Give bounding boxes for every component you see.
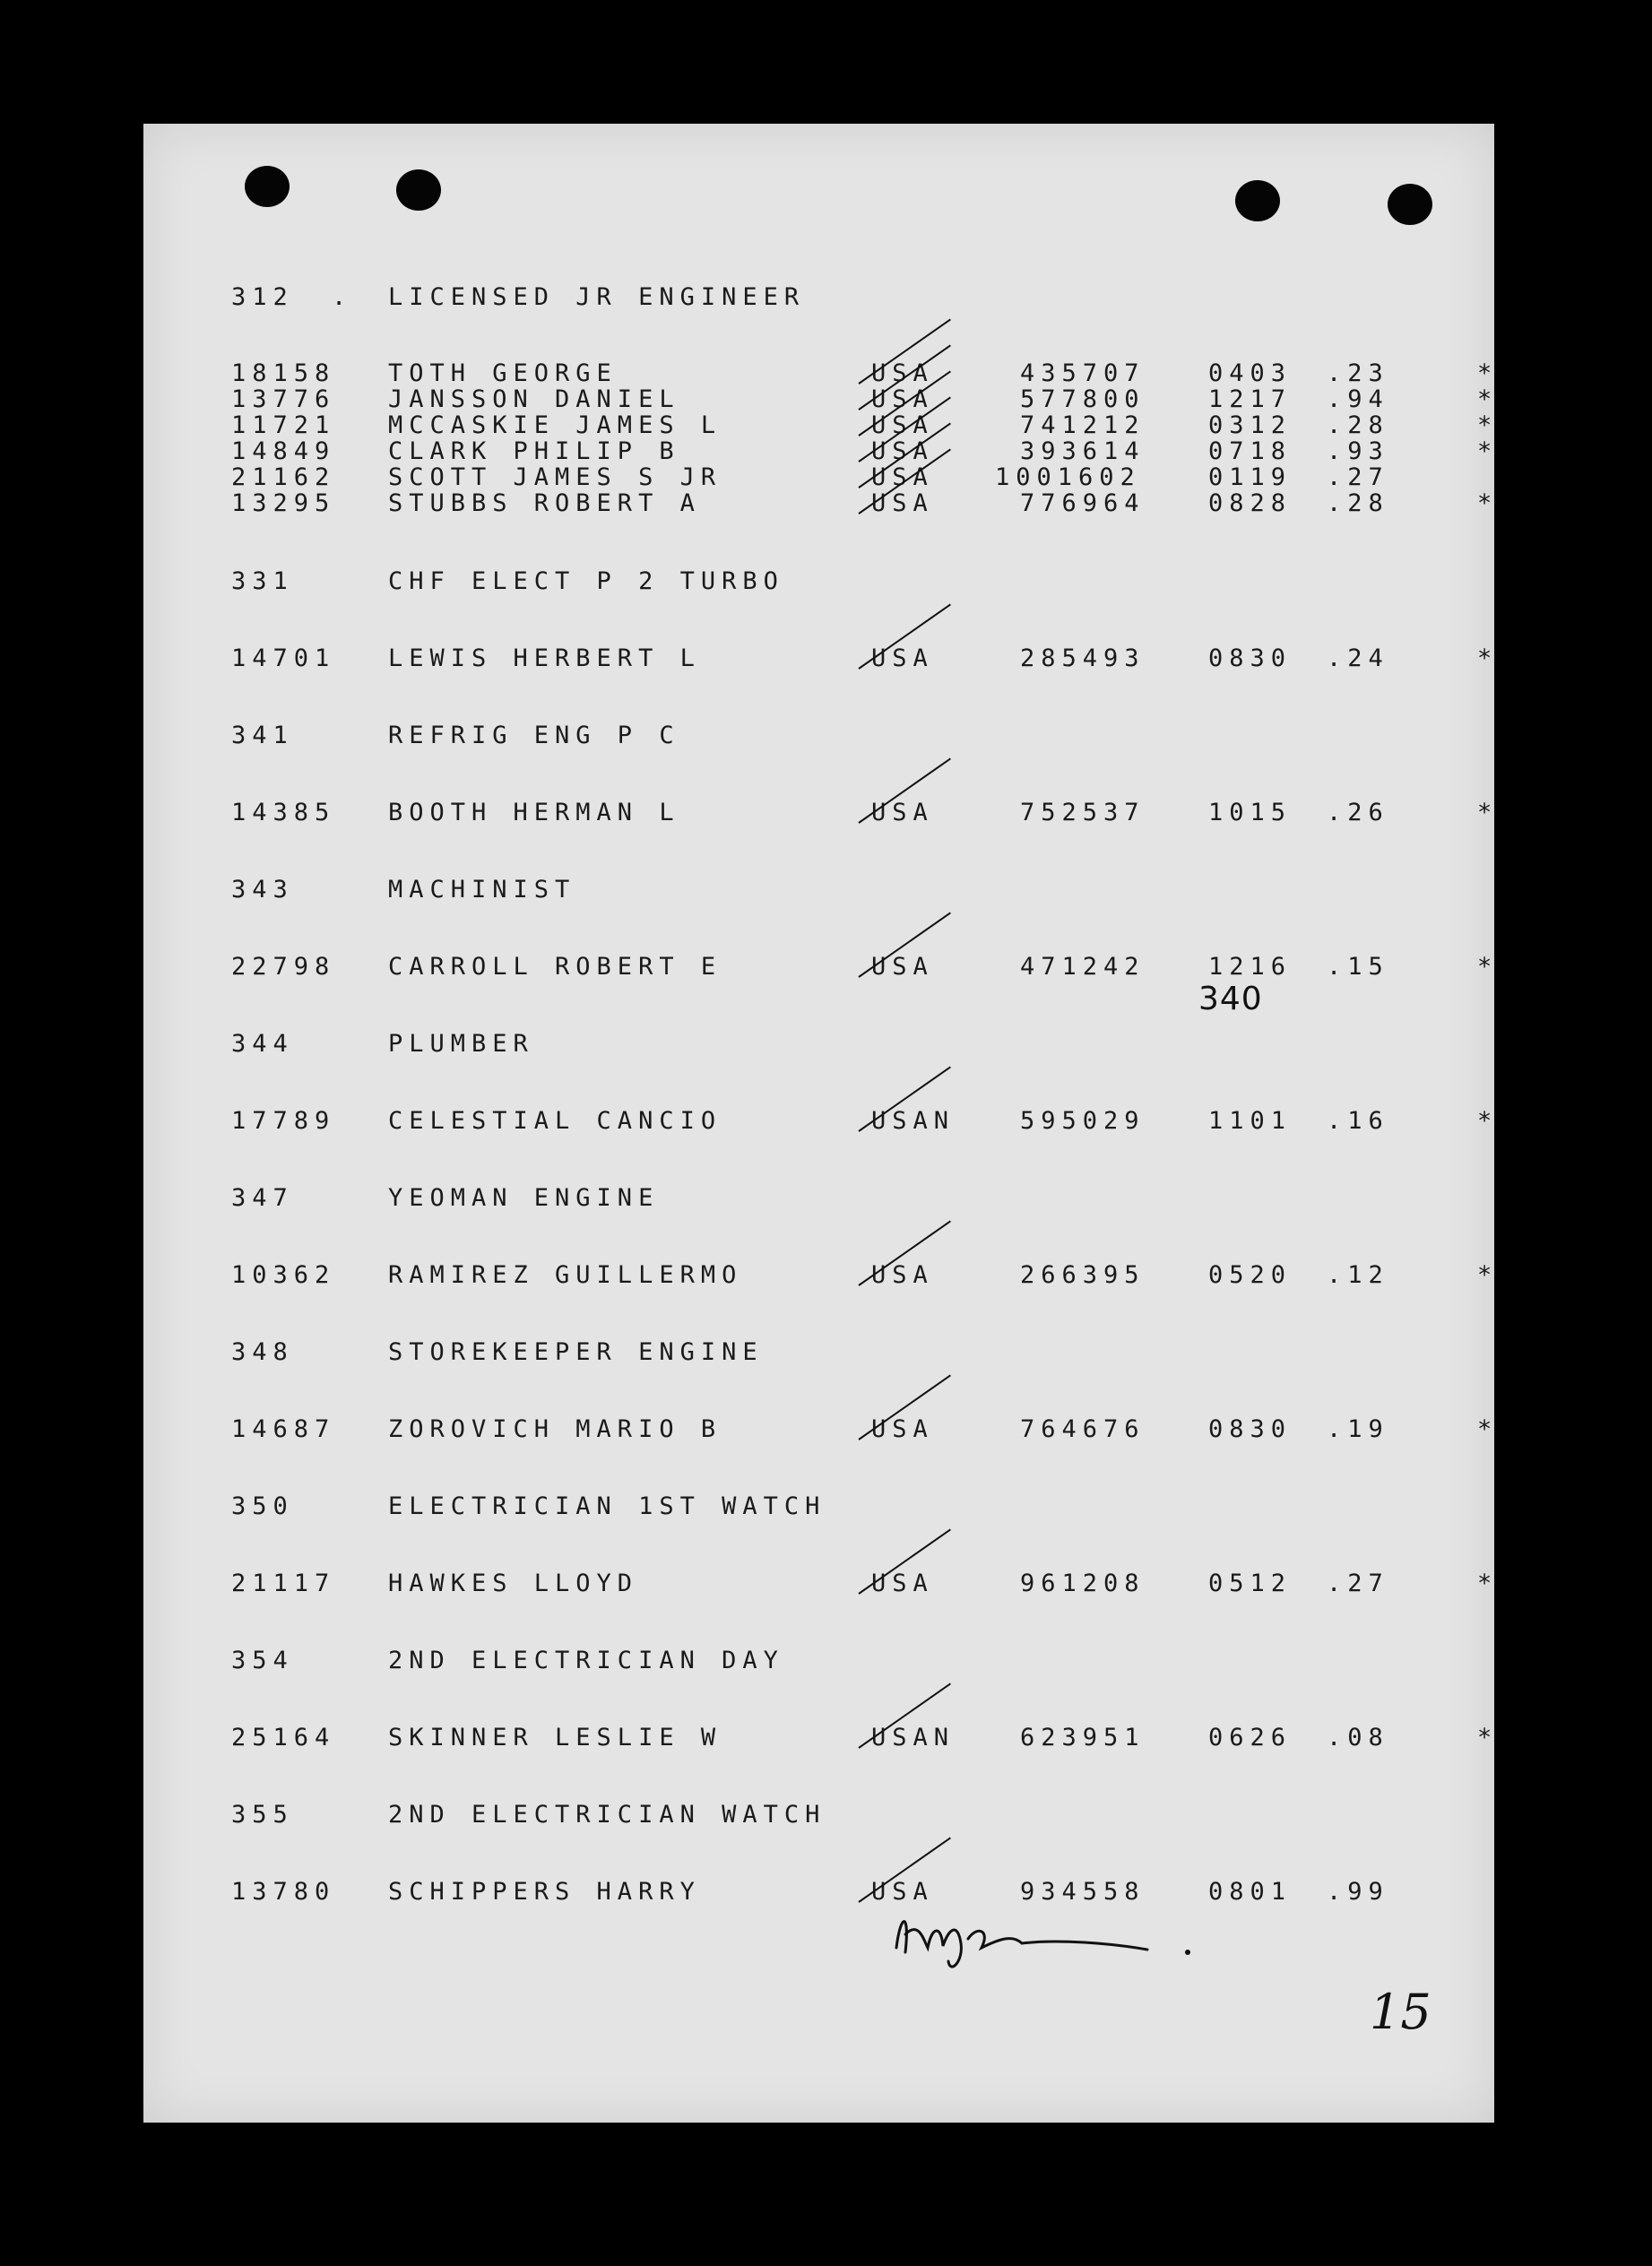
asterisk-mark: *: [1477, 1415, 1499, 1443]
punch-hole: [245, 166, 290, 207]
employee-name: TOTH GEORGE: [388, 359, 618, 387]
section-header: [231, 1030, 1458, 1066]
table-row: [231, 1570, 1499, 1605]
rate-value: .94: [1327, 385, 1389, 413]
nationality: USA: [871, 359, 934, 387]
date-code: 1015: [1208, 799, 1293, 826]
asterisk-mark: *: [1477, 385, 1499, 413]
section-title: 2ND ELECTRICIAN WATCH: [388, 1801, 826, 1829]
section-marker: .: [332, 283, 353, 311]
employee-name: STUBBS ROBERT A: [388, 489, 701, 517]
asterisk-mark: *: [1477, 1107, 1499, 1135]
rate-value: .26: [1327, 799, 1389, 826]
employee-name: HAWKES LLOYD: [388, 1570, 639, 1597]
section-code: 354: [231, 1647, 294, 1674]
section-code: 312: [231, 283, 294, 311]
section-code: 341: [231, 722, 294, 749]
section-code: 355: [231, 1801, 294, 1829]
asterisk-mark: *: [1477, 799, 1499, 826]
section-code: 331: [231, 567, 294, 595]
asterisk-mark: *: [1477, 411, 1499, 439]
date-code: 0830: [1208, 1415, 1293, 1443]
employee-id: 17789: [231, 1107, 336, 1135]
nationality: USA: [871, 1878, 934, 1906]
signature: [878, 1885, 1255, 1984]
asterisk-mark: *: [1477, 489, 1499, 517]
rate-value: .15: [1327, 953, 1389, 981]
nationality: USA: [871, 1570, 934, 1597]
table-row: [231, 1878, 1458, 1914]
employee-id: 14385: [231, 799, 336, 826]
nationality: USAN: [871, 1107, 956, 1135]
rate-value: .16: [1327, 1107, 1389, 1135]
nationality: USAN: [871, 1724, 956, 1751]
section-code: 348: [231, 1338, 294, 1366]
section-header: [231, 567, 1458, 603]
employee-id: 11721: [231, 411, 336, 439]
section-title: LICENSED JR ENGINEER: [388, 283, 806, 311]
nationality: USA: [871, 463, 934, 491]
section-title: PLUMBER: [388, 1030, 534, 1058]
nationality: USA: [871, 953, 934, 981]
employee-id: 21162: [231, 463, 336, 491]
reference-number: 577800: [1020, 385, 1146, 413]
employee-name: ZOROVICH MARIO B: [388, 1415, 722, 1443]
nationality: USA: [871, 489, 934, 517]
asterisk-mark: *: [1477, 359, 1499, 387]
date-code: 0312: [1208, 411, 1293, 439]
employee-id: 25164: [231, 1724, 336, 1751]
asterisk-mark: *: [1477, 1724, 1499, 1751]
date-code: 0801: [1208, 1878, 1293, 1906]
reference-number: 741212: [1020, 411, 1146, 439]
nationality: USA: [871, 1415, 934, 1443]
section-code: 343: [231, 876, 294, 904]
nationality: USA: [871, 411, 934, 439]
employee-name: RAMIREZ GUILLERMO: [388, 1261, 743, 1289]
section-title: CHF ELECT P 2 TURBO: [388, 567, 784, 595]
nationality: USA: [871, 644, 934, 672]
rate-value: .12: [1327, 1261, 1389, 1289]
nationality: USA: [871, 437, 934, 465]
nationality: USA: [871, 799, 934, 826]
section-header: [231, 1647, 1458, 1682]
rate-value: .93: [1327, 437, 1389, 465]
rate-value: .28: [1327, 489, 1389, 517]
asterisk-mark: *: [1477, 644, 1499, 672]
date-code: 1101: [1208, 1107, 1293, 1135]
date-code: 0828: [1208, 489, 1293, 517]
employee-name: CARROLL ROBERT E: [388, 953, 722, 981]
employee-id: 18158: [231, 359, 336, 387]
asterisk-mark: *: [1477, 1261, 1499, 1289]
reference-number: 393614: [1020, 437, 1146, 465]
rate-value: .08: [1327, 1724, 1389, 1751]
table-row: [231, 359, 1499, 387]
table-row: [231, 953, 1499, 989]
employee-name: LEWIS HERBERT L: [388, 644, 701, 672]
employee-name: MCCASKIE JAMES L: [388, 411, 722, 439]
section-header: [231, 1184, 1458, 1220]
table-row: [231, 463, 1458, 490]
asterisk-mark: *: [1477, 1570, 1499, 1597]
date-code: 0830: [1208, 644, 1293, 672]
employee-id: 14701: [231, 644, 336, 672]
reference-number: 266395: [1020, 1261, 1146, 1289]
reference-number: 435707: [1020, 359, 1146, 387]
rate-value: .27: [1327, 463, 1389, 491]
punch-hole: [1388, 184, 1432, 225]
table-row: [231, 799, 1499, 835]
employee-id: 13295: [231, 489, 336, 517]
section-title: ELECTRICIAN 1ST WATCH: [388, 1492, 826, 1520]
date-code: 1217: [1208, 385, 1293, 413]
employee-name: CLARK PHILIP B: [388, 437, 680, 465]
employee-id: 14687: [231, 1415, 336, 1443]
date-code: 0718: [1208, 437, 1293, 465]
section-code: 344: [231, 1030, 294, 1058]
table-row: [231, 489, 1499, 517]
reference-number: 961208: [1020, 1570, 1146, 1597]
date-code: 0626: [1208, 1724, 1293, 1751]
punch-hole: [1235, 180, 1280, 221]
employee-name: SCOTT JAMES S JR: [388, 463, 722, 491]
reference-number: 1001602: [995, 463, 1141, 491]
date-code: 1216: [1208, 953, 1293, 981]
document-sheet: [143, 124, 1499, 2123]
stamped-number: 340: [1198, 981, 1263, 1017]
section-code: 350: [231, 1492, 294, 1520]
rate-value: .28: [1327, 411, 1389, 439]
section-header: [231, 1338, 1458, 1374]
section-code: 347: [231, 1184, 294, 1212]
employee-name: SCHIPPERS HARRY: [388, 1878, 701, 1906]
table-row: [231, 1415, 1499, 1451]
table-row: [231, 644, 1499, 680]
employee-id: 14849: [231, 437, 336, 465]
reference-number: 764676: [1020, 1415, 1146, 1443]
rate-value: .99: [1327, 1878, 1389, 1906]
section-title: YEOMAN ENGINE: [388, 1184, 660, 1212]
nationality: USA: [871, 1261, 934, 1289]
section-title: MACHINIST: [388, 876, 576, 904]
reference-number: 934558: [1020, 1878, 1146, 1906]
section-header: [231, 283, 1458, 319]
employee-id: 13776: [231, 385, 336, 413]
nationality: USA: [871, 385, 934, 413]
section-title: REFRIG ENG P C: [388, 722, 680, 749]
date-code: 0520: [1208, 1261, 1293, 1289]
date-code: 0512: [1208, 1570, 1293, 1597]
rate-value: .24: [1327, 644, 1389, 672]
date-code: 0403: [1208, 359, 1293, 387]
section-header: [231, 1801, 1458, 1837]
section-title: STOREKEEPER ENGINE: [388, 1338, 764, 1366]
employee-id: 22798: [231, 953, 336, 981]
reference-number: 776964: [1020, 489, 1146, 517]
punch-hole: [396, 169, 441, 211]
rate-value: .23: [1327, 359, 1389, 387]
employee-id: 13780: [231, 1878, 336, 1906]
table-row: [231, 1107, 1499, 1143]
section-title: 2ND ELECTRICIAN DAY: [388, 1647, 784, 1674]
table-row: [231, 411, 1499, 439]
employee-id: 10362: [231, 1261, 336, 1289]
employee-name: SKINNER LESLIE W: [388, 1724, 722, 1751]
page-number-handwritten: 15: [1370, 1984, 1431, 2040]
reference-number: 285493: [1020, 644, 1146, 672]
table-row: [231, 437, 1499, 465]
reference-number: 595029: [1020, 1107, 1146, 1135]
employee-name: JANSSON DANIEL: [388, 385, 680, 413]
table-row: [231, 1724, 1499, 1760]
table-row: [231, 1261, 1499, 1297]
asterisk-mark: *: [1477, 953, 1499, 981]
employee-name: CELESTIAL CANCIO: [388, 1107, 722, 1135]
section-header: [231, 722, 1458, 757]
rate-value: .19: [1327, 1415, 1389, 1443]
employee-name: BOOTH HERMAN L: [388, 799, 680, 826]
reference-number: 623951: [1020, 1724, 1146, 1751]
asterisk-mark: *: [1477, 437, 1499, 465]
date-code: 0119: [1208, 463, 1293, 491]
employee-id: 21117: [231, 1570, 336, 1597]
reference-number: 471242: [1020, 953, 1146, 981]
rate-value: .27: [1327, 1570, 1389, 1597]
table-row: [231, 385, 1499, 413]
section-header: [231, 876, 1458, 912]
reference-number: 752537: [1020, 799, 1146, 826]
section-header: [231, 1492, 1458, 1528]
